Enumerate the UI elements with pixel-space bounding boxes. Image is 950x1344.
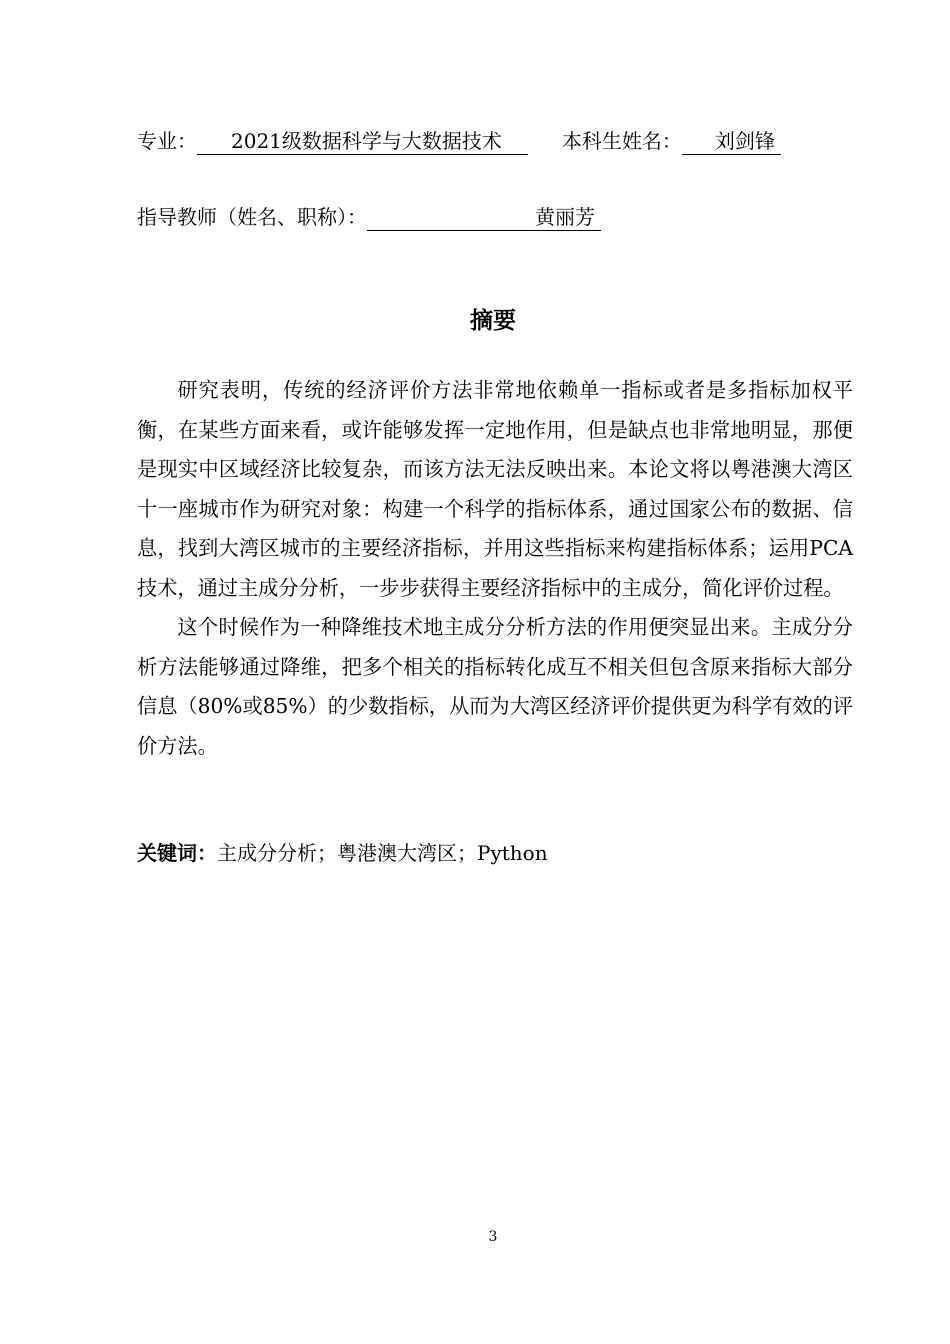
advisor-value: 黄丽芳 — [367, 204, 601, 231]
advisor-label: 指导教师（姓名、职称）： — [137, 205, 367, 229]
page-number: 3 — [488, 1229, 498, 1245]
student-name-value: 刘剑锋 — [682, 128, 781, 155]
advisor-row — [137, 203, 601, 231]
keywords-value: 主成分分析；粤港澳大湾区；Python — [217, 841, 548, 865]
keywords-label: 关键词： — [137, 841, 217, 865]
abstract-paragraph-2: 这个时候作为一种降维技术地主成分分析方法的作用便突显出来。主成分分析方法能够通过降维，把多个相关的指标转化成互不相关但包含原来指标大部分信息（80%或85%）的少数指标，从而为大湾区经济评价提供更为科学有效的评价方法。 — [137, 615, 853, 758]
keywords-row — [137, 838, 548, 868]
major-row — [137, 127, 781, 155]
abstract-paragraph-1: 研究表明，传统的经济评价方法非常地依赖单一指标或者是多指标加权平衡，在某些方面来看，或许能够发挥一定地作用，但是缺点也非常地明显，那便是现实中区域经济比较复杂，而该方法无法反映出来。本论文将以粤港澳大湾区十一座城市作为研究对象：构建一个科学的指标体系，通过国家公布的数据、信息，找到大湾区城市的主要经济指标，并用这些指标来构建指标体系；运用PCA技术，通过主成分分析，一步步获得主要经济指标中的主成分，简化评价过程。 — [137, 378, 853, 600]
major-value: 2021级数据科学与大数据技术 — [197, 128, 528, 155]
abstract-title: 摘要 — [470, 308, 516, 334]
major-label: 专业： — [137, 129, 197, 153]
student-name-label: 本科生姓名： — [561, 129, 682, 153]
abstract-body — [137, 371, 853, 766]
